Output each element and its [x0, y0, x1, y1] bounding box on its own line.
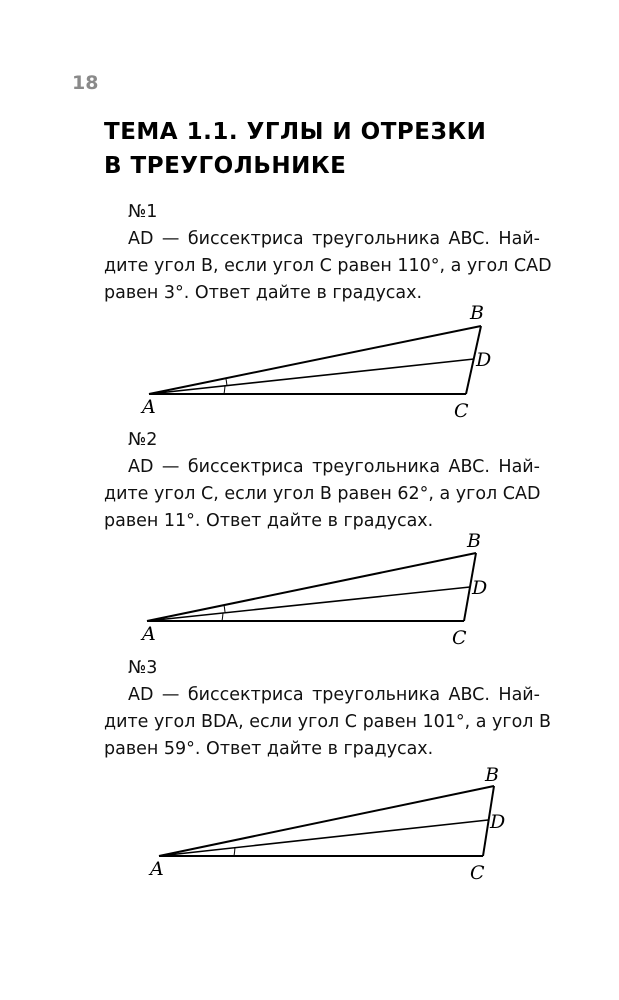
problem-2-text-line-3: равен 11°. Ответ дайте в градусах. [104, 511, 434, 531]
vertex-label-c: C [454, 400, 469, 422]
vertex-label-d: D [476, 349, 492, 371]
problem-1-text-line-2: дите угол B, если угол C равен 110°, а угол CAD [104, 256, 552, 276]
side-ab [159, 786, 494, 856]
vertex-label-a: A [142, 623, 156, 645]
topic-heading-line-1: ТЕМА 1.1. УГЛЫ И ОТРЕЗКИ [104, 119, 487, 145]
vertex-label-b: B [467, 530, 481, 552]
problem-1-text-line-3: равен 3°. Ответ дайте в градусах. [104, 283, 423, 303]
problem-2-number: №2 [128, 430, 158, 450]
problem-3-text-line-2: дите угол BDA, если угол C равен 101°, а угол B [104, 712, 552, 732]
problem-2-text-line-2: дите угол C, если угол B равен 62°, а угол CAD [104, 484, 541, 504]
page-number: 18 [72, 72, 99, 94]
problem-1-number: №1 [128, 202, 158, 222]
problem-3-text-line-3: равен 59°. Ответ дайте в градусах. [104, 739, 434, 759]
vertex-label-c: C [470, 862, 485, 884]
vertex-label-b: B [485, 764, 499, 786]
vertex-label-d: D [490, 811, 506, 833]
problem-2-text-line-1: AD — биссектриса треугольника ABC. Най- [128, 457, 540, 477]
problem-3-text-line-1: AD — биссектриса треугольника ABC. Най- [128, 685, 540, 705]
topic-heading-line-2: В ТРЕУГОЛЬНИКЕ [104, 153, 347, 179]
vertex-label-a: A [142, 396, 156, 418]
vertex-label-d: D [472, 577, 488, 599]
bisector-ad [159, 820, 488, 856]
vertex-label-b: B [470, 302, 484, 324]
problem-3-number: №3 [128, 658, 158, 678]
vertex-label-c: C [452, 627, 467, 649]
vertex-label-a: A [150, 858, 164, 880]
problem-1-text-line-1: AD — биссектриса треугольника ABC. Най- [128, 229, 540, 249]
